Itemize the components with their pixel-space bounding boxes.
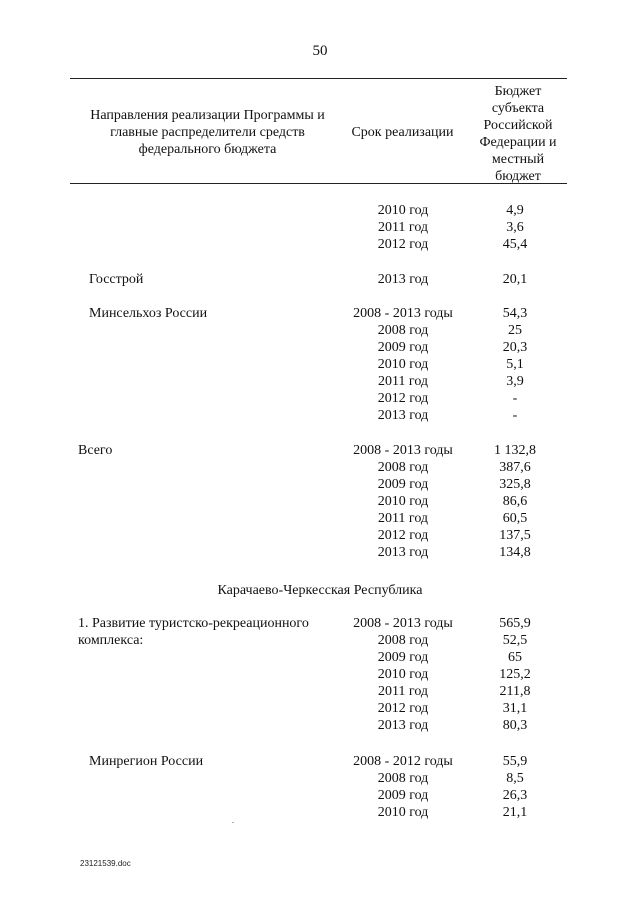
period-cell: 2011 год xyxy=(377,511,429,526)
period-cell: 2010 год xyxy=(377,203,429,218)
period-cell: 2008 год xyxy=(377,771,429,786)
value-cell: 20,1 xyxy=(502,272,528,287)
table-row xyxy=(0,459,640,476)
table-row xyxy=(0,666,640,683)
table-row-total xyxy=(0,442,640,459)
value-cell: 80,3 xyxy=(502,718,528,733)
period-cell: 2010 год xyxy=(377,494,429,509)
value-cell: - xyxy=(512,391,518,406)
value-cell: 52,5 xyxy=(502,633,528,648)
region-heading: Карачаево-Черкесская Республика xyxy=(217,583,423,598)
value-cell: 8,5 xyxy=(506,771,524,786)
program-direction-name-cont: комплекса: xyxy=(78,633,144,648)
table-row xyxy=(0,700,640,717)
total-label: Всего xyxy=(78,443,113,458)
period-cell: 2008 год xyxy=(377,460,429,475)
table-row xyxy=(0,804,640,821)
value-cell: 3,9 xyxy=(506,374,524,389)
value-cell: 25 xyxy=(508,323,522,338)
period-cell: 2013 год xyxy=(377,272,429,287)
table-row xyxy=(0,527,640,544)
table-row-minregion xyxy=(0,753,640,770)
period-cell: 2008 год xyxy=(377,323,429,338)
program-direction-name: 1. Развитие туристско-рекреационного xyxy=(78,616,309,631)
table-row xyxy=(0,649,640,666)
value-cell: 45,4 xyxy=(502,237,528,252)
period-cell: 2010 год xyxy=(377,805,429,820)
period-cell: 2008 - 2013 годы xyxy=(353,616,453,631)
scan-speck xyxy=(232,822,234,823)
period-cell: 2013 год xyxy=(377,718,429,733)
period-cell: 2008 - 2013 годы xyxy=(353,443,453,458)
value-cell: 565,9 xyxy=(499,616,531,631)
document-id: 23121539.doc xyxy=(80,859,131,868)
table-header-rule xyxy=(70,183,567,184)
distributor-name: Минсельхоз России xyxy=(89,306,208,321)
table-row xyxy=(0,493,640,510)
table-row xyxy=(0,236,640,253)
table-row xyxy=(0,202,640,219)
table-top-rule xyxy=(70,78,567,79)
table-row-minselhoz xyxy=(0,305,640,322)
header-period: Срок реализации xyxy=(351,125,454,140)
value-cell: 1 132,8 xyxy=(494,443,536,458)
table-row xyxy=(0,683,640,700)
table-row xyxy=(0,356,640,373)
distributor-name: Госстрой xyxy=(89,272,144,287)
value-cell: 55,9 xyxy=(502,754,528,769)
period-cell: 2012 год xyxy=(377,701,429,716)
table-row xyxy=(0,787,640,804)
table-row xyxy=(0,632,640,649)
value-cell: 60,5 xyxy=(502,511,528,526)
period-cell: 2009 год xyxy=(377,340,429,355)
period-cell: 2012 год xyxy=(377,528,429,543)
period-cell: 2008 год xyxy=(377,633,429,648)
period-cell: 2011 год xyxy=(377,374,429,389)
table-row xyxy=(0,407,640,424)
table-row xyxy=(0,717,640,734)
period-cell: 2013 год xyxy=(377,408,429,423)
value-cell: 211,8 xyxy=(499,684,531,699)
value-cell: 387,6 xyxy=(499,460,531,475)
value-cell: - xyxy=(512,408,518,423)
value-cell: 20,3 xyxy=(502,340,528,355)
value-cell: 65 xyxy=(508,650,522,665)
table-row-tourism xyxy=(0,615,640,632)
period-cell: 2011 год xyxy=(377,220,429,235)
period-cell: 2009 год xyxy=(377,650,429,665)
table-row xyxy=(0,322,640,339)
period-cell: 2010 год xyxy=(377,357,429,372)
value-cell: 3,6 xyxy=(506,220,524,235)
period-cell: 2010 год xyxy=(377,667,429,682)
table-row-gosstroy xyxy=(0,271,640,288)
value-cell: 21,1 xyxy=(502,805,528,820)
period-cell: 2009 год xyxy=(377,477,429,492)
value-cell: 54,3 xyxy=(502,306,528,321)
value-cell: 86,6 xyxy=(502,494,528,509)
table-row xyxy=(0,510,640,527)
value-cell: 31,1 xyxy=(502,701,528,716)
value-cell: 4,9 xyxy=(506,203,524,218)
table-row xyxy=(0,373,640,390)
table-row xyxy=(0,770,640,787)
value-cell: 125,2 xyxy=(499,667,531,682)
period-cell: 2008 - 2012 годы xyxy=(353,754,453,769)
period-cell: 2013 год xyxy=(377,545,429,560)
value-cell: 325,8 xyxy=(499,477,531,492)
table-row xyxy=(0,544,640,561)
table-row xyxy=(0,476,640,493)
value-cell: 137,5 xyxy=(499,528,531,543)
header-regional-budget: Бюджет субъекта Российской Федерации и местный бюджет xyxy=(479,84,557,184)
period-cell: 2009 год xyxy=(377,788,429,803)
value-cell: 26,3 xyxy=(502,788,528,803)
table-row xyxy=(0,390,640,407)
table-row xyxy=(0,219,640,236)
value-cell: 5,1 xyxy=(506,357,524,372)
table-row xyxy=(0,339,640,356)
page-number: 50 xyxy=(312,43,328,59)
value-cell: 134,8 xyxy=(499,545,531,560)
header-directions: Направления реализации Программы и главные распределители средств федерального бюджета xyxy=(90,108,325,157)
period-cell: 2012 год xyxy=(377,391,429,406)
period-cell: 2011 год xyxy=(377,684,429,699)
period-cell: 2008 - 2013 годы xyxy=(353,306,453,321)
period-cell: 2012 год xyxy=(377,237,429,252)
distributor-name: Минрегион России xyxy=(89,754,204,769)
